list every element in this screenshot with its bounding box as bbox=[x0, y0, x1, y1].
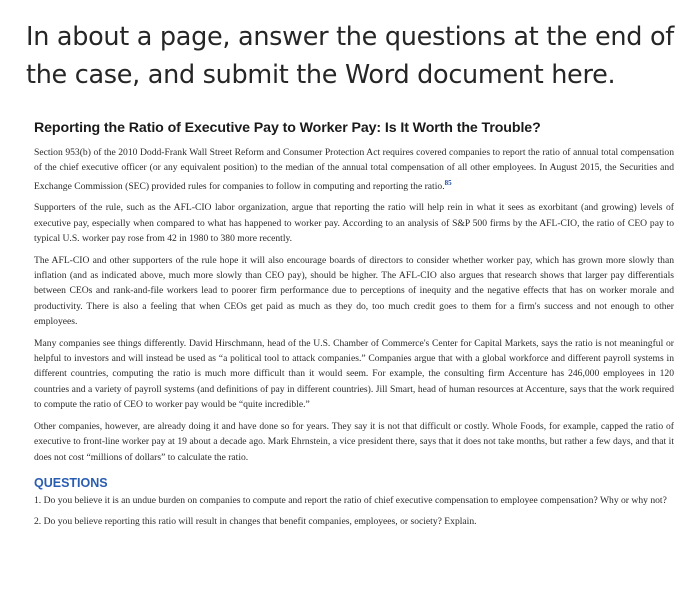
questions-list bbox=[34, 493, 674, 530]
case-paragraph-4: Many companies see things differently. David Hirschmann, head of the U.S. Chamber of Commerce's Center for Capital Markets, says the ratio is not meaningful or helpful to investors and will instead be used as “a political tool to attack companies.” Companies argue that with a global workforce and different payroll systems in different countries, computing the ratio is much more difficult than it would seem. For example, the consulting firm Accenture has 246,000 employees in 120 countries and a variety of payroll systems (and definitions of pay in different countries). Jill Smart, head of human resources at Accenture, says that the work required to compute the ratio of CEO to worker pay would be “quite incredible.” bbox=[34, 337, 674, 411]
case-paragraph-3: The AFL-CIO and other supporters of the rule hope it will also encourage boards of directors to consider whether worker pay, which has grown more slowly than inflation (and as indicated above, much more slowly than CEO pay), should be higher. The AFL-CIO also argues that research shows that larger pay differentials between CEOs and rank-and-file workers lead to poorer firm performance due to perceptions of inequity and the negative effects that has on worker morale and productivity. There is also a feeling that when CEOs get paid as much as they do, too much credit goes to them for a firm's success and not enough to other employees. bbox=[34, 254, 674, 328]
case-study bbox=[34, 118, 674, 536]
question-text: Do you believe reporting this ratio will result in changes that benefit companies, employees, or society? Explain. bbox=[43, 516, 477, 528]
case-paragraph-2: Supporters of the rule, such as the AFL-CIO labor organization, argue that reporting the ratio will help rein in what it sees as exorbitant (and growing) levels of executive pay, especially when compared to what has happened to worker pay. According to an analysis of S&P 500 firms by the AFL-CIO, the ratio of CEO pay to typical U.S. worker pay rose from 42 in 1980 to 380 more recently. bbox=[34, 202, 674, 245]
footnote-ref: 85 bbox=[444, 178, 452, 187]
question-number: 2. bbox=[34, 516, 42, 528]
question-item bbox=[34, 493, 674, 508]
question-number: 1. bbox=[34, 494, 42, 506]
case-paragraph-5: Other companies, however, are already doing it and have done so for years. They say it is not that difficult or costly. Whole Foods, for example, capped the ratio of executive to front-line worker pay at 19 about a decade ago. Mark Ehrnstein, a vice president there, says that it does not take months, but rather a few days, and that it does not cost “millions of dollars” to calculate the ratio. bbox=[34, 420, 674, 463]
case-paragraph-text: Section 953(b) of the 2010 Dodd-Frank Wall Street Reform and Consumer Protection Act requires covered companies to report the ratio of annual total compensation of the chief executive officer (or any equivalent position) to the median of the annual total compensation of all other employees. In August 2015, the Securities and Exchange Commission (SEC) provided rules for companies to follow in computing and reporting the ratio. bbox=[34, 147, 674, 192]
questions-heading: QUESTIONS bbox=[34, 475, 108, 490]
question-item bbox=[34, 514, 674, 529]
case-title: Reporting the Ratio of Executive Pay to Worker Pay: Is It Worth the Trouble? bbox=[34, 120, 541, 136]
case-paragraph-1 bbox=[34, 145, 674, 194]
question-text: Do you believe it is an undue burden on companies to compute and report the ratio of chief executive compensation to employee compensation? Why or why not? bbox=[43, 494, 667, 506]
assignment-prompt: In about a page, answer the questions at the end of the case, and submit the Word document here. bbox=[26, 22, 674, 90]
